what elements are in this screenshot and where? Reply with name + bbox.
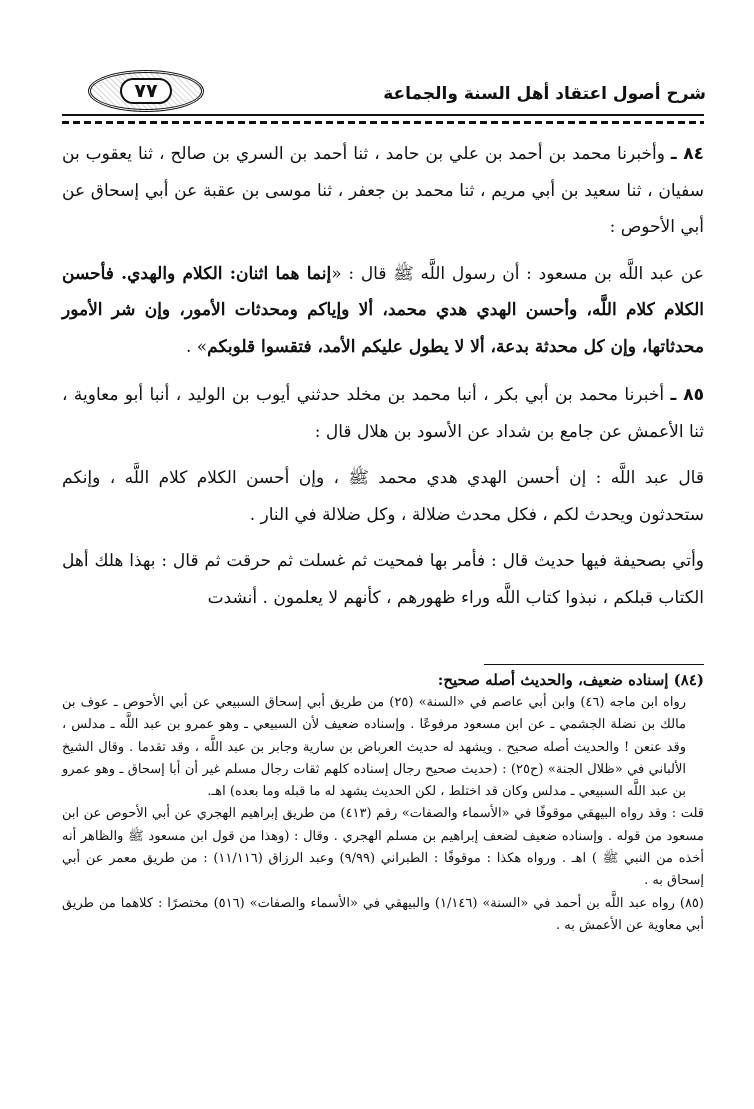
hadith-84-text [62, 256, 704, 366]
hadith-85-isnad: أخبرنا محمد بن أبي بكر ، أنبا محمد بن مخلد حدثني أيوب بن الوليد ، أنبا أبو معاوية ، ثنا الأعمش عن جامع بن شداد عن الأسود بن هلال قال : [62, 385, 704, 442]
hadith-85-number: ٨٥ ـ [670, 385, 704, 405]
header-divider [62, 114, 704, 126]
footnote-85: (٨٥) رواه عبد اللَّه بن أحمد في «السنة» (١/١٤٦) والبيهقي في «الأسماء والصفات» (٥١٦) مختصرًا : كلاهما من طريق أبي معاوية عن الأعمش به . [62, 895, 704, 933]
page-number-frame [88, 70, 204, 112]
hadith-84-chain [62, 136, 704, 246]
hadith-84-matn: إنما هما اثنان: الكلام والهدي. فأحسن الكلام كلام اللَّه، وأحسن الهدي هدي محمد، ألا وإياكم ومحدثات الأمور، وإن شر الأمور محدثاتها، وإن كل محدثة بدعة، ألا لا يطول عليكم الأمد، فتقسوا قلوبكم [62, 263, 704, 357]
footnote-84-title: (٨٤) إسناده ضعيف، والحديث أصله صحيح: [437, 671, 704, 689]
hadith-84-close: » . [185, 336, 208, 357]
footnote-84-text: رواه ابن ماجه (٤٦) وابن أبي عاصم في «السنة» (٢٥) من طريق أبي إسحاق السبيعي عن أبي الأحوص ـ عوف بن مالك بن نضلة الجشمي ـ عن ابن مسعود مرفوعًا . وإسناده ضعيف لأن السبيعي ـ وهو عمرو بن عبد اللَّه ـ مدلس ، وقد عنعن ! والحديث أصله صحيح . ويشهد له حديث العرباض بن سارية وجابر بن عبد اللَّه ، وقد تقدما . وقال الشيخ الألباني في «ظلال الجنة» (ح٢٥) : (حديث صحيح رجال إسناده كلهم ثقات رجال مسلم غير أن أبا إسحاق ـ وهو عمرو بن عبد اللَّه السبيعي ـ مدلس وكان قد اختلط ، لكن الحديث يشهد له ما قبله وما بعده) اهـ. [62, 695, 687, 800]
hadith-85-text: قال عبد اللَّه : إن أحسن الهدي هدي محمد ﷺ ، وإن أحسن الكلام كلام اللَّه ، وإنكم ستحدثون ويحدث لكم ، فكل محدث ضلالة ، وكل ضلالة في النار . [62, 468, 704, 525]
hadith-85-chain [62, 377, 704, 450]
hadith-84-isnad: وأخبرنا محمد بن أحمد بن علي بن حامد ، ثنا أحمد بن السري بن صالح ، ثنا يعقوب بن سفيان ، ثنا سعيد بن أبي مريم ، ثنا محمد بن جعفر ، ثنا موسى بن عقبة عن أبي إسحاق عن أبي الأحوص : [62, 144, 704, 237]
footnote-84-note: قلت : وقد رواه البيهقي موقوفًا في «الأسماء والصفات» رقم (٤١٣) من طريق إبراهيم الهجري عن أبي الأحوص عن ابن مسعود من قوله . وإسناده ضعيف لضعف إبراهيم بن مسلم الهجري . وقال : (وهذا من قول ابن مسعود ﷺ والظاهر أنه أخذه من النبي ﷺ ) اهـ . ورواه هكذا : موقوفًا : الطبراني (٩/٩٩) وعبد الرزاق (١١/١١٦) : من طريق معمر عن أبي إسحاق به . [62, 806, 705, 889]
running-title: شرح أصول اعتقاد أهل السنة والجماعة [383, 84, 706, 104]
main-text [62, 136, 704, 616]
footnote-divider [484, 664, 704, 665]
footnotes [62, 668, 704, 937]
page-number: ٧٧ [120, 78, 171, 104]
page-header [58, 68, 706, 114]
hadith-84-number: ٨٤ ـ [670, 144, 704, 164]
hadith-84-intro: عن عبد اللَّه بن مسعود : أن رسول اللَّه ﷺ قال : « [331, 263, 705, 284]
hadith-85-text-continued: وأتي بصحيفة فيها حديث قال : فأمر بها فمحيت ثم غسلت ثم حرقت ثم قال : بهذا هلك أهل الكتاب قبلكم ، نبذوا كتاب اللَّه وراء ظهورهم ، كأنهم لا يعلمون . أنشدت [62, 551, 704, 608]
